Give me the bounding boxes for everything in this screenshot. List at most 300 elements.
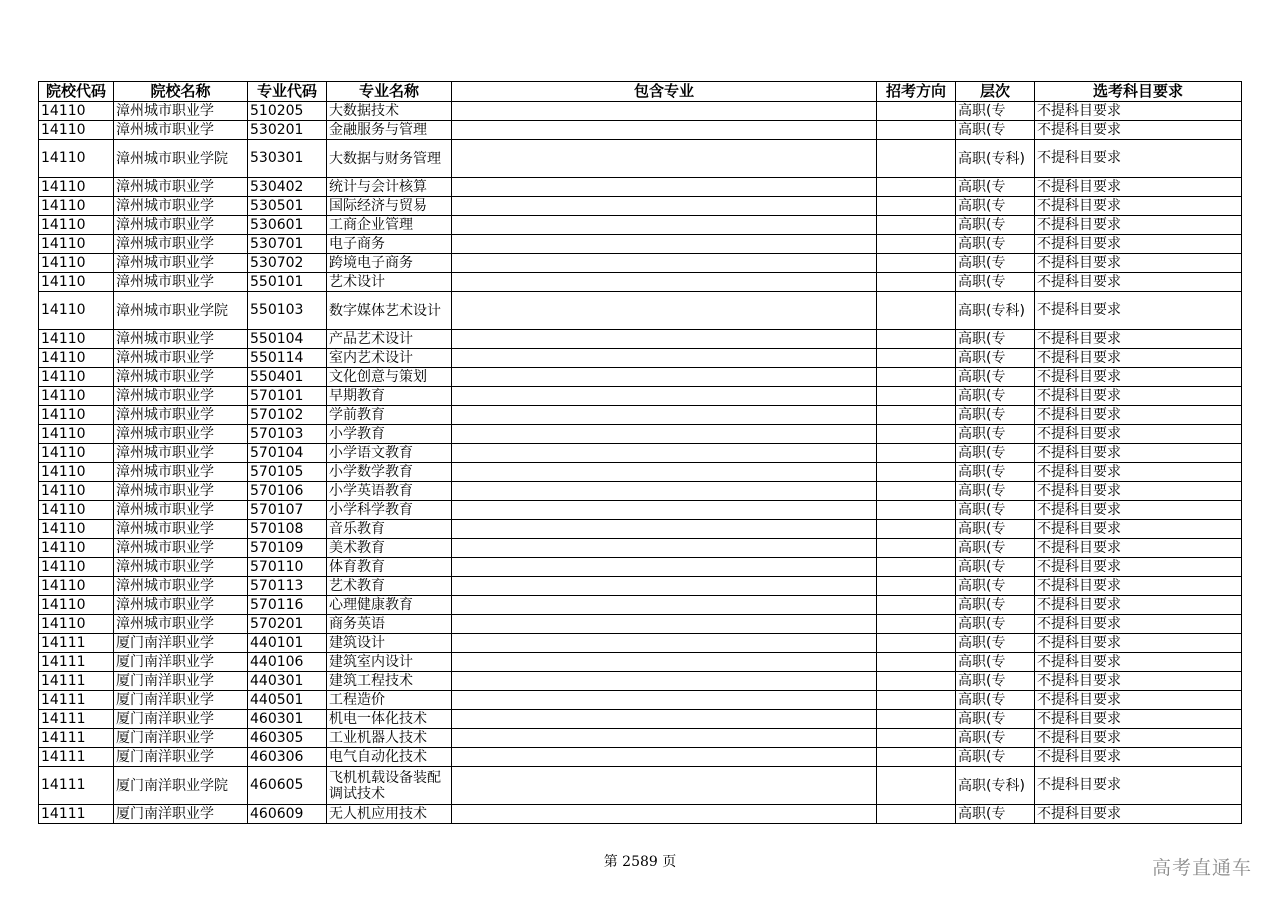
direction-cell <box>877 729 956 748</box>
major-name-cell: 工商企业管理 <box>327 216 452 235</box>
school-name-cell: 漳州城市职业学 <box>114 539 248 558</box>
school-name-cell: 漳州城市职业学院 <box>114 140 248 178</box>
school-code-cell: 14110 <box>39 444 114 463</box>
school-code-cell: 14110 <box>39 102 114 121</box>
table-row <box>39 121 1242 140</box>
included-majors-cell <box>452 349 877 368</box>
included-majors-cell <box>452 444 877 463</box>
school-name-cell: 漳州城市职业学 <box>114 121 248 140</box>
direction-cell <box>877 387 956 406</box>
subject-requirement-cell: 不提科目要求 <box>1035 501 1242 520</box>
included-majors-cell <box>452 710 877 729</box>
direction-cell <box>877 767 956 805</box>
direction-cell <box>877 254 956 273</box>
subject-requirement-cell: 不提科目要求 <box>1035 615 1242 634</box>
major-name-cell: 统计与会计核算 <box>327 178 452 197</box>
included-majors-cell <box>452 596 877 615</box>
level-cell: 高职(专 <box>956 349 1035 368</box>
level-cell: 高职(专 <box>956 520 1035 539</box>
major-code-cell: 530702 <box>248 254 327 273</box>
school-code-cell: 14110 <box>39 368 114 387</box>
school-code-cell: 14111 <box>39 710 114 729</box>
major-name-cell: 建筑设计 <box>327 634 452 653</box>
school-code-cell: 14110 <box>39 596 114 615</box>
table-row <box>39 653 1242 672</box>
level-cell: 高职(专 <box>956 653 1035 672</box>
school-name-cell: 厦门南洋职业学 <box>114 710 248 729</box>
level-cell: 高职(专 <box>956 330 1035 349</box>
school-code-cell: 14110 <box>39 463 114 482</box>
subject-requirement-cell: 不提科目要求 <box>1035 235 1242 254</box>
direction-cell <box>877 330 956 349</box>
table-row <box>39 520 1242 539</box>
subject-requirement-cell: 不提科目要求 <box>1035 368 1242 387</box>
level-cell: 高职(专 <box>956 368 1035 387</box>
major-name-cell: 产品艺术设计 <box>327 330 452 349</box>
included-majors-cell <box>452 767 877 805</box>
subject-requirement-cell: 不提科目要求 <box>1035 273 1242 292</box>
subject-requirement-cell: 不提科目要求 <box>1035 805 1242 824</box>
school-name-cell: 漳州城市职业学 <box>114 254 248 273</box>
subject-requirement-cell: 不提科目要求 <box>1035 140 1242 178</box>
level-cell: 高职(专 <box>956 444 1035 463</box>
school-name-cell: 漳州城市职业学 <box>114 463 248 482</box>
school-code-cell: 14110 <box>39 216 114 235</box>
major-code-cell: 570201 <box>248 615 327 634</box>
subject-requirement-cell: 不提科目要求 <box>1035 216 1242 235</box>
subject-requirement-cell: 不提科目要求 <box>1035 672 1242 691</box>
major-name-cell: 早期教育 <box>327 387 452 406</box>
col-header-subject-requirement: 选考科目要求 <box>1035 82 1242 102</box>
major-code-cell: 570109 <box>248 539 327 558</box>
major-code-cell: 570103 <box>248 425 327 444</box>
included-majors-cell <box>452 368 877 387</box>
major-code-cell: 570113 <box>248 577 327 596</box>
school-code-cell: 14111 <box>39 672 114 691</box>
subject-requirement-cell: 不提科目要求 <box>1035 444 1242 463</box>
table-row <box>39 235 1242 254</box>
included-majors-cell <box>452 254 877 273</box>
level-cell: 高职(专 <box>956 178 1035 197</box>
major-code-cell: 550104 <box>248 330 327 349</box>
major-code-cell: 530301 <box>248 140 327 178</box>
table-row <box>39 178 1242 197</box>
school-name-cell: 漳州城市职业学 <box>114 615 248 634</box>
major-name-cell: 电子商务 <box>327 235 452 254</box>
included-majors-cell <box>452 140 877 178</box>
major-name-cell: 跨境电子商务 <box>327 254 452 273</box>
major-code-cell: 530201 <box>248 121 327 140</box>
direction-cell <box>877 444 956 463</box>
level-cell: 高职(专 <box>956 387 1035 406</box>
direction-cell <box>877 292 956 330</box>
major-code-cell: 530501 <box>248 197 327 216</box>
school-name-cell: 漳州城市职业学 <box>114 387 248 406</box>
school-name-cell: 漳州城市职业学 <box>114 197 248 216</box>
major-code-cell: 570106 <box>248 482 327 501</box>
level-cell: 高职(专 <box>956 463 1035 482</box>
major-name-cell: 数字媒体艺术设计 <box>327 292 452 330</box>
level-cell: 高职(专 <box>956 615 1035 634</box>
table-row <box>39 558 1242 577</box>
subject-requirement-cell: 不提科目要求 <box>1035 387 1242 406</box>
table-row <box>39 482 1242 501</box>
col-header-included-majors: 包含专业 <box>452 82 877 102</box>
direction-cell <box>877 197 956 216</box>
direction-cell <box>877 273 956 292</box>
included-majors-cell <box>452 520 877 539</box>
direction-cell <box>877 634 956 653</box>
direction-cell <box>877 596 956 615</box>
table-row <box>39 292 1242 330</box>
table-row <box>39 330 1242 349</box>
major-code-cell: 550401 <box>248 368 327 387</box>
header-row <box>39 82 1242 102</box>
level-cell: 高职(专 <box>956 634 1035 653</box>
table-row <box>39 501 1242 520</box>
school-code-cell: 14110 <box>39 292 114 330</box>
major-code-cell: 530402 <box>248 178 327 197</box>
subject-requirement-cell: 不提科目要求 <box>1035 729 1242 748</box>
col-header-major-code: 专业代码 <box>248 82 327 102</box>
included-majors-cell <box>452 425 877 444</box>
included-majors-cell <box>452 235 877 254</box>
school-name-cell: 漳州城市职业学 <box>114 520 248 539</box>
school-name-cell: 厦门南洋职业学院 <box>114 767 248 805</box>
included-majors-cell <box>452 482 877 501</box>
major-code-cell: 550114 <box>248 349 327 368</box>
direction-cell <box>877 539 956 558</box>
col-header-school-name: 院校名称 <box>114 82 248 102</box>
school-code-cell: 14110 <box>39 254 114 273</box>
major-code-cell: 530601 <box>248 216 327 235</box>
major-name-cell: 工业机器人技术 <box>327 729 452 748</box>
subject-requirement-cell: 不提科目要求 <box>1035 748 1242 767</box>
level-cell: 高职(专 <box>956 102 1035 121</box>
school-code-cell: 14111 <box>39 691 114 710</box>
subject-requirement-cell: 不提科目要求 <box>1035 577 1242 596</box>
major-name-cell: 文化创意与策划 <box>327 368 452 387</box>
school-code-cell: 14110 <box>39 140 114 178</box>
school-name-cell: 漳州城市职业学 <box>114 501 248 520</box>
school-name-cell: 漳州城市职业学院 <box>114 292 248 330</box>
included-majors-cell <box>452 691 877 710</box>
subject-requirement-cell: 不提科目要求 <box>1035 121 1242 140</box>
school-name-cell: 漳州城市职业学 <box>114 216 248 235</box>
major-code-cell: 570116 <box>248 596 327 615</box>
major-code-cell: 440301 <box>248 672 327 691</box>
major-code-cell: 570102 <box>248 406 327 425</box>
table-row <box>39 102 1242 121</box>
included-majors-cell <box>452 178 877 197</box>
included-majors-cell <box>452 558 877 577</box>
direction-cell <box>877 463 956 482</box>
table-row <box>39 444 1242 463</box>
subject-requirement-cell: 不提科目要求 <box>1035 482 1242 501</box>
school-name-cell: 厦门南洋职业学 <box>114 653 248 672</box>
subject-requirement-cell: 不提科目要求 <box>1035 178 1242 197</box>
school-code-cell: 14110 <box>39 387 114 406</box>
school-code-cell: 14110 <box>39 349 114 368</box>
major-name-cell: 体育教育 <box>327 558 452 577</box>
included-majors-cell <box>452 653 877 672</box>
major-name-cell: 室内艺术设计 <box>327 349 452 368</box>
direction-cell <box>877 178 956 197</box>
school-name-cell: 漳州城市职业学 <box>114 235 248 254</box>
table-row <box>39 463 1242 482</box>
major-name-cell: 小学科学教育 <box>327 501 452 520</box>
included-majors-cell <box>452 577 877 596</box>
included-majors-cell <box>452 729 877 748</box>
included-majors-cell <box>452 501 877 520</box>
direction-cell <box>877 235 956 254</box>
school-code-cell: 14111 <box>39 729 114 748</box>
subject-requirement-cell: 不提科目要求 <box>1035 558 1242 577</box>
direction-cell <box>877 615 956 634</box>
school-code-cell: 14110 <box>39 482 114 501</box>
table-row <box>39 615 1242 634</box>
major-code-cell: 460609 <box>248 805 327 824</box>
school-code-cell: 14110 <box>39 615 114 634</box>
included-majors-cell <box>452 539 877 558</box>
major-name-cell: 音乐教育 <box>327 520 452 539</box>
table-row <box>39 406 1242 425</box>
level-cell: 高职(专 <box>956 748 1035 767</box>
table-row <box>39 254 1242 273</box>
school-code-cell: 14110 <box>39 520 114 539</box>
included-majors-cell <box>452 330 877 349</box>
table-row <box>39 368 1242 387</box>
direction-cell <box>877 653 956 672</box>
major-name-cell: 小学数学教育 <box>327 463 452 482</box>
direction-cell <box>877 349 956 368</box>
direction-cell <box>877 805 956 824</box>
major-name-cell: 心理健康教育 <box>327 596 452 615</box>
school-code-cell: 14110 <box>39 235 114 254</box>
major-name-cell: 建筑工程技术 <box>327 672 452 691</box>
school-code-cell: 14111 <box>39 805 114 824</box>
school-name-cell: 漳州城市职业学 <box>114 577 248 596</box>
level-cell: 高职(专 <box>956 425 1035 444</box>
table-body <box>39 102 1242 824</box>
table-row <box>39 672 1242 691</box>
major-name-cell: 大数据技术 <box>327 102 452 121</box>
school-name-cell: 厦门南洋职业学 <box>114 805 248 824</box>
school-name-cell: 漳州城市职业学 <box>114 406 248 425</box>
included-majors-cell <box>452 805 877 824</box>
level-cell: 高职(专 <box>956 254 1035 273</box>
school-name-cell: 厦门南洋职业学 <box>114 691 248 710</box>
major-name-cell: 工程造价 <box>327 691 452 710</box>
major-code-cell: 550101 <box>248 273 327 292</box>
major-name-cell: 金融服务与管理 <box>327 121 452 140</box>
major-name-cell: 国际经济与贸易 <box>327 197 452 216</box>
included-majors-cell <box>452 292 877 330</box>
included-majors-cell <box>452 121 877 140</box>
direction-cell <box>877 121 956 140</box>
major-code-cell: 570101 <box>248 387 327 406</box>
major-code-cell: 460305 <box>248 729 327 748</box>
school-code-cell: 14111 <box>39 767 114 805</box>
level-cell: 高职(专 <box>956 501 1035 520</box>
subject-requirement-cell: 不提科目要求 <box>1035 349 1242 368</box>
level-cell: 高职(专 <box>956 273 1035 292</box>
school-name-cell: 厦门南洋职业学 <box>114 672 248 691</box>
table-row <box>39 216 1242 235</box>
included-majors-cell <box>452 387 877 406</box>
major-code-cell: 510205 <box>248 102 327 121</box>
school-name-cell: 漳州城市职业学 <box>114 273 248 292</box>
level-cell: 高职(专 <box>956 216 1035 235</box>
school-code-cell: 14110 <box>39 558 114 577</box>
direction-cell <box>877 691 956 710</box>
direction-cell <box>877 520 956 539</box>
included-majors-cell <box>452 672 877 691</box>
direction-cell <box>877 368 956 387</box>
page-number: 第 2589 页 <box>603 854 677 870</box>
school-name-cell: 漳州城市职业学 <box>114 178 248 197</box>
major-code-cell: 460605 <box>248 767 327 805</box>
direction-cell <box>877 748 956 767</box>
major-name-cell: 小学英语教育 <box>327 482 452 501</box>
level-cell: 高职(专 <box>956 558 1035 577</box>
subject-requirement-cell: 不提科目要求 <box>1035 653 1242 672</box>
direction-cell <box>877 501 956 520</box>
direction-cell <box>877 482 956 501</box>
level-cell: 高职(专 <box>956 805 1035 824</box>
major-name-cell: 大数据与财务管理 <box>327 140 452 178</box>
table-row <box>39 273 1242 292</box>
level-cell: 高职(专科) <box>956 140 1035 178</box>
included-majors-cell <box>452 406 877 425</box>
major-name-cell: 小学语文教育 <box>327 444 452 463</box>
included-majors-cell <box>452 102 877 121</box>
major-name-cell: 电气自动化技术 <box>327 748 452 767</box>
direction-cell <box>877 710 956 729</box>
level-cell: 高职(专科) <box>956 292 1035 330</box>
level-cell: 高职(专 <box>956 482 1035 501</box>
school-code-cell: 14111 <box>39 634 114 653</box>
major-code-cell: 460301 <box>248 710 327 729</box>
table-row <box>39 634 1242 653</box>
table-row <box>39 197 1242 216</box>
school-name-cell: 漳州城市职业学 <box>114 444 248 463</box>
subject-requirement-cell: 不提科目要求 <box>1035 634 1242 653</box>
admissions-table <box>38 81 1242 824</box>
direction-cell <box>877 577 956 596</box>
subject-requirement-cell: 不提科目要求 <box>1035 691 1242 710</box>
col-header-level: 层次 <box>956 82 1035 102</box>
subject-requirement-cell: 不提科目要求 <box>1035 330 1242 349</box>
table-row <box>39 140 1242 178</box>
level-cell: 高职(专科) <box>956 767 1035 805</box>
school-name-cell: 漳州城市职业学 <box>114 482 248 501</box>
school-code-cell: 14111 <box>39 653 114 672</box>
school-name-cell: 厦门南洋职业学 <box>114 748 248 767</box>
direction-cell <box>877 102 956 121</box>
major-name-cell: 美术教育 <box>327 539 452 558</box>
col-header-direction: 招考方向 <box>877 82 956 102</box>
table-row <box>39 805 1242 824</box>
subject-requirement-cell: 不提科目要求 <box>1035 596 1242 615</box>
school-code-cell: 14110 <box>39 425 114 444</box>
school-name-cell: 漳州城市职业学 <box>114 558 248 577</box>
major-code-cell: 570105 <box>248 463 327 482</box>
direction-cell <box>877 216 956 235</box>
subject-requirement-cell: 不提科目要求 <box>1035 197 1242 216</box>
school-name-cell: 漳州城市职业学 <box>114 596 248 615</box>
included-majors-cell <box>452 634 877 653</box>
subject-requirement-cell: 不提科目要求 <box>1035 292 1242 330</box>
major-name-cell: 无人机应用技术 <box>327 805 452 824</box>
major-code-cell: 550103 <box>248 292 327 330</box>
table-row <box>39 729 1242 748</box>
school-code-cell: 14110 <box>39 539 114 558</box>
subject-requirement-cell: 不提科目要求 <box>1035 406 1242 425</box>
direction-cell <box>877 558 956 577</box>
subject-requirement-cell: 不提科目要求 <box>1035 102 1242 121</box>
level-cell: 高职(专 <box>956 406 1035 425</box>
school-code-cell: 14110 <box>39 273 114 292</box>
table-row <box>39 349 1242 368</box>
table-row <box>39 596 1242 615</box>
subject-requirement-cell: 不提科目要求 <box>1035 463 1242 482</box>
table-row <box>39 767 1242 805</box>
level-cell: 高职(专 <box>956 539 1035 558</box>
major-name-cell: 机电一体化技术 <box>327 710 452 729</box>
major-code-cell: 570104 <box>248 444 327 463</box>
subject-requirement-cell: 不提科目要求 <box>1035 254 1242 273</box>
major-name-cell: 商务英语 <box>327 615 452 634</box>
school-code-cell: 14110 <box>39 501 114 520</box>
major-code-cell: 440101 <box>248 634 327 653</box>
table-row <box>39 539 1242 558</box>
subject-requirement-cell: 不提科目要求 <box>1035 539 1242 558</box>
major-name-cell: 艺术教育 <box>327 577 452 596</box>
school-name-cell: 厦门南洋职业学 <box>114 729 248 748</box>
school-name-cell: 厦门南洋职业学 <box>114 634 248 653</box>
school-name-cell: 漳州城市职业学 <box>114 425 248 444</box>
table-row <box>39 577 1242 596</box>
level-cell: 高职(专 <box>956 691 1035 710</box>
school-name-cell: 漳州城市职业学 <box>114 330 248 349</box>
school-name-cell: 漳州城市职业学 <box>114 102 248 121</box>
subject-requirement-cell: 不提科目要求 <box>1035 520 1242 539</box>
included-majors-cell <box>452 615 877 634</box>
included-majors-cell <box>452 197 877 216</box>
major-name-cell: 飞机机载设备装配调试技术 <box>327 767 452 805</box>
included-majors-cell <box>452 748 877 767</box>
direction-cell <box>877 140 956 178</box>
school-code-cell: 14110 <box>39 197 114 216</box>
level-cell: 高职(专 <box>956 729 1035 748</box>
school-code-cell: 14111 <box>39 748 114 767</box>
table-row <box>39 710 1242 729</box>
level-cell: 高职(专 <box>956 672 1035 691</box>
included-majors-cell <box>452 463 877 482</box>
major-name-cell: 学前教育 <box>327 406 452 425</box>
subject-requirement-cell: 不提科目要求 <box>1035 767 1242 805</box>
subject-requirement-cell: 不提科目要求 <box>1035 710 1242 729</box>
school-name-cell: 漳州城市职业学 <box>114 349 248 368</box>
school-name-cell: 漳州城市职业学 <box>114 368 248 387</box>
major-code-cell: 440106 <box>248 653 327 672</box>
school-code-cell: 14110 <box>39 178 114 197</box>
included-majors-cell <box>452 216 877 235</box>
table-row <box>39 425 1242 444</box>
included-majors-cell <box>452 273 877 292</box>
watermark-logo: 高考直通车 <box>1151 857 1252 879</box>
